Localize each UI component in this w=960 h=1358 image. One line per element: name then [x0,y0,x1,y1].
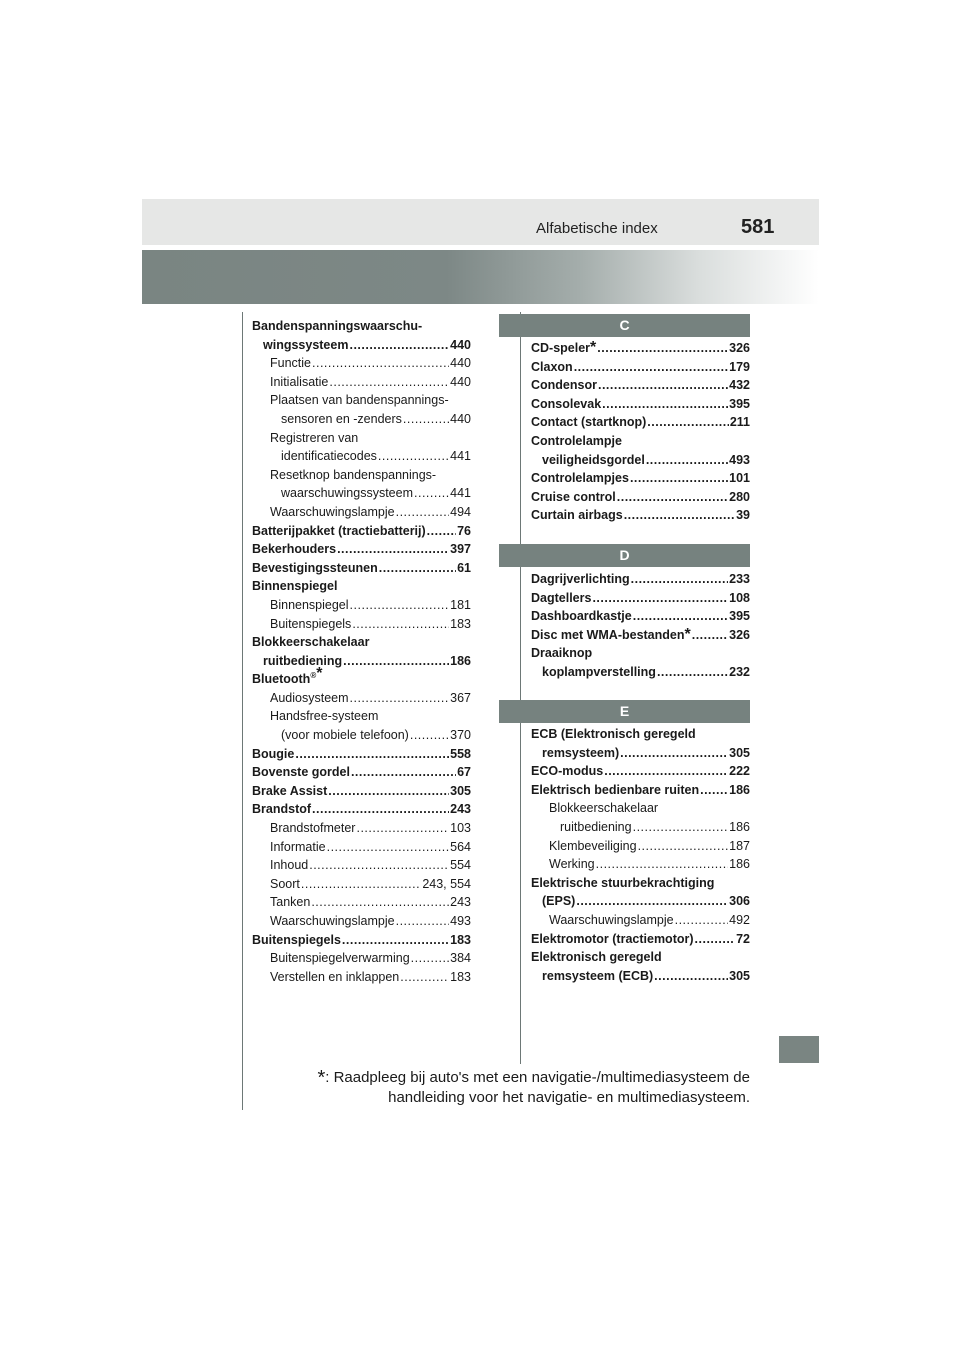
index-entry-text: identificatiecodes [281,449,377,464]
leader-dots [309,856,449,875]
index-entry-line [252,522,471,541]
index-entry [531,799,750,836]
index-entry-text: Brandstof [252,802,312,817]
index-entry-page: 564 [450,839,471,854]
index-entry-line [531,744,750,763]
index-entry-line [531,395,750,414]
index-entry-text: Cruise control [531,489,616,504]
index-entry-line [270,968,471,987]
leader-dots [633,818,729,837]
index-entry-text: Initialisatie [270,374,329,389]
index-entry-text: Inhoud [270,858,309,873]
index-entry [252,800,471,819]
index-entry-page: 101 [729,471,750,486]
index-entry-page: 108 [729,590,750,605]
index-entry-page: 61 [457,560,471,575]
index-entry-line [531,358,750,377]
index-entry-text: Curtain airbags [531,508,623,523]
index-entry [252,615,471,634]
index-entry-text: CD-speler [531,341,591,355]
index-entry-page: 186 [729,782,750,797]
index-entry-page: 441 [450,449,471,464]
index-entry-text: Audiosysteem [270,690,349,705]
index-entry-line [252,745,471,764]
index-entry [531,376,750,395]
index-entry-text: ECB (Elektronisch geregeld [531,727,696,741]
index-entry-text: ruitbediening [263,653,343,668]
index-entry-text: Draaiknop [531,646,593,661]
index-entry-page: 440 [450,337,471,352]
leader-dots [327,838,450,857]
index-entry-page: 67 [457,765,471,780]
index-entry-text: Bandenspanningswaarschu- [252,319,423,333]
index-entry [531,432,750,469]
index-entry-text: Buitenspiegelverwarming [270,951,410,966]
index-entry-page: 432 [729,378,750,393]
leader-dots [598,376,728,395]
index-entry-page: 441 [450,486,471,501]
index-entry [531,855,750,874]
index-entry-page: 76 [457,523,471,538]
index-entry-text: Buitenspiegels [252,932,341,947]
leader-dots [378,447,449,466]
leader-dots [400,968,449,987]
index-entry-text: ECO-modus [531,764,604,779]
index-entry-page: 243 [450,895,471,910]
index-entry-line [252,540,471,559]
index-entry [531,874,750,911]
index-entry-text: Dagtellers [531,590,592,605]
index-entry-line [531,506,750,525]
index-entry-line [531,762,750,781]
index-entry-line [531,376,750,395]
index-entry-text: Brake Assist [252,783,328,798]
page-number: 581 [741,216,775,238]
index-entry-line [531,451,750,470]
leader-dots [350,689,450,708]
leader-dots [343,652,449,671]
index-entry-text: Informatie [270,839,326,854]
index-entry-line [270,503,471,522]
index-entry-text: ruitbediening [560,819,632,834]
leader-dots [604,762,728,781]
index-entry-line [531,930,750,949]
decorative-band [142,250,819,304]
header-bar [142,199,819,245]
leader-dots [312,354,449,373]
index-entry-text: Batterijpakket (tractiebatterij) [252,523,426,538]
index-entry-page: 554 [450,858,471,873]
index-column-left [252,317,471,986]
index-entry [531,762,750,781]
index-entry-text: Blokkeerschakelaar [252,635,370,650]
column-divider-left [242,312,243,1110]
footnote-line-2: handleiding voor het navigatie- en multimediasysteem. [388,1089,750,1106]
index-entry-page: 233 [729,572,750,586]
index-entry-page: 326 [729,341,750,355]
index-entry [252,931,471,950]
index-entry [531,644,750,681]
index-entry-page: 370 [450,728,471,743]
leader-dots [396,912,450,931]
index-entry-line [270,856,471,875]
index-entry [531,339,750,358]
footnote [300,1068,750,1108]
index-entry-page: 186 [729,819,750,834]
index-entry-text: wingssysteem [263,337,349,352]
leader-dots [602,395,728,414]
leader-dots [312,800,449,819]
index-entry [252,856,471,875]
index-entry-line [270,726,471,745]
leader-dots [411,949,449,968]
index-entry [252,373,471,392]
index-entry-text: Elektronisch geregeld [531,950,662,965]
index-entry-text: Resetknop bandenspannings- [270,467,437,482]
index-entry-text: Waarschuwingslampje [549,912,674,927]
leader-dots [301,875,421,894]
index-entry-page: 395 [729,609,750,624]
thumb-index-tab [779,1036,819,1063]
index-entry-text: Bovenste gordel [252,765,350,780]
index-entry [252,875,471,894]
index-entry-page: 183 [450,932,471,947]
index-entry-page: 243, 554 [422,876,471,891]
index-entry-page: 440 [450,374,471,389]
section-header-d: D [499,544,750,567]
index-entry-line [252,800,471,819]
index-entry [531,626,750,645]
index-entry-page: 103 [450,821,471,836]
index-entry-line [531,488,750,507]
index-entry-text: Blokkeerschakelaar [549,801,659,816]
index-entry [531,948,750,985]
index-entry [252,782,471,801]
leader-dots [356,819,449,838]
leader-dots [351,763,456,782]
index-entry [252,577,471,596]
index-entry-page: 211 [729,415,750,430]
index-entry-page: 494 [450,504,471,519]
index-entry [252,540,471,559]
leader-dots [692,626,728,645]
index-entry-text: (EPS) [542,894,576,909]
index-entry [531,395,750,414]
index-entry-page: 367 [450,690,471,705]
index-entry [252,503,471,522]
index-entry-text: Tanken [270,895,311,910]
index-entry-line [252,336,471,355]
index-entry [252,596,471,615]
section-header-c: C [499,314,750,337]
index-entry-text: Waarschuwingslampje [270,504,395,519]
index-entry-text: Soort [270,876,300,891]
section-header-e: E [499,700,750,723]
index-entry-line [531,967,750,986]
index-entry-line [270,949,471,968]
index-entry [252,522,471,541]
index-entry-line [270,373,471,392]
index-entry-line [252,559,471,578]
index-entry-text: veiligheidsgordel [542,452,645,467]
index-entry-text: waarschuwingssysteem [281,486,413,501]
index-entry-text: koplampverstelling [542,664,656,679]
index-entry [531,589,750,608]
index-entry [531,837,750,856]
index-entry-line [270,819,471,838]
index-entry-text: Condensor [531,378,597,393]
index-entry-text: Claxon [531,359,573,374]
index-entry-line [270,838,471,857]
index-entry-line [531,589,750,608]
index-entry [252,689,471,708]
index-section-e [531,725,750,985]
index-entry [531,911,750,930]
index-entry-line [549,837,750,856]
leader-dots [349,336,449,355]
index-entry-page: 305 [729,745,750,760]
index-entry [252,559,471,578]
index-entry-text: Controlelampjes [531,471,629,486]
index-entry [252,968,471,987]
index-entry-line [270,893,471,912]
leader-dots [576,892,728,911]
index-entry-page: 440 [450,356,471,371]
leader-dots [646,451,728,470]
index-entry-page: 183 [450,969,471,984]
index-entry-page: 326 [729,627,750,642]
index-entry-text: Klembeveiliging [549,838,637,853]
index-entry-line [531,781,750,800]
index-entry-text: Buitenspiegels [270,616,352,631]
index-entry-text: Bougie [252,746,295,761]
index-entry [252,633,471,670]
leader-dots [342,931,449,950]
index-entry-page: 280 [729,489,750,504]
index-entry-text: Bevestigingssteunen [252,560,378,575]
index-entry-line [270,447,471,466]
index-entry-page: 222 [729,764,750,779]
index-entry-page: 305 [450,783,471,798]
index-entry-text: Contact (startknop) [531,415,647,430]
leader-dots [337,540,449,559]
index-entry-line [270,410,471,429]
index-entry-line [252,931,471,950]
index-entry-page: 179 [729,359,750,374]
index-entry-text: Elektrische stuurbekrachtiging [531,875,715,890]
index-entry-page: 232 [729,664,750,679]
index-entry-page: 243 [450,802,471,817]
leader-dots [592,589,728,608]
index-entry [531,469,750,488]
index-entry-text: Brandstofmeter [270,821,356,836]
leader-dots [700,781,728,800]
index-entry [252,391,471,428]
index-entry-text: Controlelampje [531,433,622,448]
index-entry-text: Functie [270,356,311,371]
index-entry [531,506,750,525]
index-entry-text: Werking [549,857,595,872]
registered-mark: ® [310,671,317,681]
leader-dots [328,782,449,801]
index-section-c [531,339,750,525]
index-entry-page: 186 [450,653,471,668]
column-divider-middle [520,312,521,1064]
index-entry-page: 306 [729,894,750,909]
index-entry-line: Disc met WMA-bestanden * ..... 326 [531,626,750,645]
index-entry-text: (voor mobiele telefoon) [281,728,409,743]
index-entry-page: 493 [450,914,471,928]
index-entry-line [270,596,471,615]
index-entry-text: Plaatsen van bandenspannings- [270,393,449,408]
index-entry-text: Handsfree-systeem [270,709,379,724]
index-entry [252,707,471,744]
leader-dots [597,339,728,358]
index-entry-text: sensoren en -zenders [281,411,402,426]
index-entry-line [270,354,471,373]
index-entry-page: 558 [450,746,471,761]
index-entry-line [252,763,471,782]
footnote-star-marker: * [316,665,323,683]
leader-dots [410,726,449,745]
leader-dots [403,410,449,429]
index-entry-page: 384 [450,951,471,966]
index-entry [252,838,471,857]
leader-dots [414,484,449,503]
index-entry-text: Dagrijverlichting [531,572,630,586]
index-entry [252,745,471,764]
index-entry-page: 183 [450,616,471,631]
index-entry [531,607,750,626]
leader-dots [350,596,450,615]
index-entry-line [252,782,471,801]
index-entry-text: Bluetooth [252,672,311,687]
index-entry-text: Verstellen en inklappen [270,969,400,984]
leader-dots [638,837,729,856]
index-section-d [531,570,750,682]
leader-dots [657,663,728,682]
index-entry-line [252,652,471,671]
index-entry [252,819,471,838]
index-entry [531,358,750,377]
index-entry-line [270,875,471,894]
index-entry [252,354,471,373]
index-entry [252,665,471,689]
index-entry [531,930,750,949]
leader-dots [396,503,450,522]
index-entry [252,466,471,503]
footnote-star: * [317,1067,326,1089]
index-entry-text: Elektromotor (tractiemotor) [531,931,694,946]
leader-dots [631,570,729,589]
leader-dots [695,930,736,949]
leader-dots [633,607,728,626]
index-entry-line [531,607,750,626]
index-entry-line [531,663,750,682]
index-entry-text: Binnenspiegel [270,597,349,612]
index-entry-line [549,818,750,837]
index-entry-page: 492 [729,912,750,927]
leader-dots [617,488,728,507]
index-entry [531,570,750,589]
leader-dots [295,745,449,764]
page-title: Alfabetische index [536,220,658,237]
index-entry-page: 493 [729,452,750,467]
index-entry-page: 72 [736,931,750,946]
index-entry-line [531,892,750,911]
index-entry [531,725,750,762]
leader-dots [311,893,449,912]
index-entry [531,488,750,507]
index-entry-text: Bekerhouders [252,542,337,557]
index-entry-text: Waarschuwingslampje [270,914,395,928]
index-entry [531,413,750,432]
index-entry-line [270,689,471,708]
index-entry-line [531,469,750,488]
leader-dots [620,744,728,763]
leader-dots [647,413,729,432]
index-entry-line: CD-speler * ..... 326 [531,339,750,358]
index-entry-page: 397 [450,542,471,557]
index-entry-line [531,413,750,432]
leader-dots [427,522,456,541]
index-entry-line [270,615,471,634]
index-entry-text: Dashboardkastje [531,609,632,624]
leader-dots [596,855,729,874]
index-entry-text: Binnenspiegel [252,579,338,594]
index-entry-page: 39 [736,508,750,523]
leader-dots [654,967,728,986]
index-entry [252,317,471,354]
index-entry [531,781,750,800]
leader-dots [630,469,728,488]
leader-dots [379,559,456,578]
index-entry-line [531,570,750,589]
index-entry-text: Disc met WMA-bestanden [531,627,685,642]
index-entry-line [549,911,750,930]
index-entry [252,429,471,466]
leader-dots [624,506,735,525]
leader-dots [352,615,449,634]
index-entry-page: 305 [729,968,750,983]
index-entry-text: Elektrisch bedienbare ruiten [531,782,700,797]
leader-dots [675,911,729,930]
leader-dots [329,373,449,392]
index-entry-page: 186 [729,857,750,872]
index-entry-page: 440 [450,411,471,426]
index-entry-text: remsysteem) [542,745,620,760]
index-entry-page: 181 [450,597,471,612]
index-entry-text: Consolevak [531,396,602,411]
index-entry-line [270,912,471,931]
index-entry-line [270,484,471,503]
leader-dots [574,358,728,377]
footnote-line-1: : Raadpleeg bij auto's met een navigatie-/multimediasysteem de [325,1069,750,1086]
index-entry-page: 187 [729,838,750,853]
index-entry [252,893,471,912]
index-entry-page: 395 [729,396,750,411]
index-entry [252,912,471,931]
index-entry-text: Registreren van [270,430,359,445]
index-entry-text: remsysteem (ECB) [542,968,654,983]
index-entry [252,949,471,968]
index-entry [252,763,471,782]
index-entry-line [549,855,750,874]
